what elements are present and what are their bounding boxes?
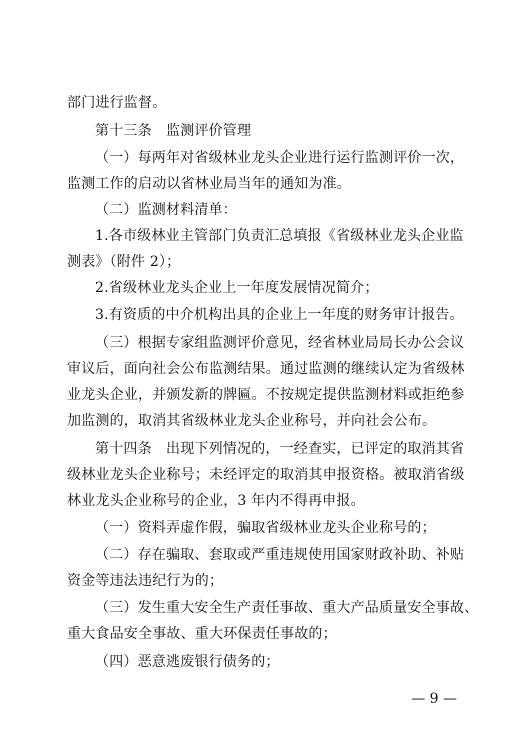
line-text: 部门进行监督。	[67, 95, 167, 111]
line-text: （四）恶意逃废银行债务的；	[95, 654, 280, 670]
text-line	[67, 411, 527, 431]
line-text: 测表》（附件 2）；	[67, 254, 181, 270]
line-text: （三）发生重大安全生产责任事故、重大产品质量安全事故、	[95, 600, 479, 616]
line-text: 2.省级林业龙头企业上一年度发展情况简介；	[95, 280, 379, 296]
line-text: 级林业龙头企业称号；未经评定的取消其申报资格。被取消省级	[67, 467, 465, 483]
line-text: 审议后，面向社会公布监测结果。通过监测的继续认定为省级林	[67, 361, 465, 377]
text-line	[95, 278, 527, 298]
line-text: 第十三条 监测评价管理	[95, 123, 252, 139]
text-line	[95, 305, 527, 325]
text-line	[67, 359, 527, 379]
line-text: （一）资料弄虚作假，骗取省级林业龙头企业称号的；	[95, 520, 436, 536]
text-line	[67, 252, 527, 272]
text-line	[67, 624, 527, 644]
line-text: 资金等违法违纪行为的；	[67, 573, 224, 589]
text-line	[67, 385, 527, 405]
text-line	[95, 200, 527, 220]
text-line	[95, 148, 527, 168]
line-text: 第十四条 出现下列情况的，一经查实，已评定的取消其省	[95, 441, 465, 457]
line-text: （二）存在骗取、套取或严重违规使用国家财政补助、补贴	[95, 547, 465, 563]
page-number: — 9 —	[411, 691, 457, 707]
text-line	[95, 518, 527, 538]
text-line	[95, 226, 527, 246]
article-heading	[95, 121, 527, 141]
text-line	[67, 93, 527, 113]
line-text: 加监测的，取消其省级林业龙头企业称号，并向社会公布。	[67, 413, 437, 429]
line-text: （一）每两年对省级林业龙头企业进行运行监测评价一次，	[95, 150, 465, 166]
line-text: 重大食品安全事故、重大环保责任事故的；	[67, 626, 337, 642]
line-text: 1.各市级林业主管部门负责汇总填报《省级林业龙头企业监	[95, 228, 464, 244]
line-text: （二）监测材料清单：	[95, 202, 237, 218]
text-line	[95, 598, 527, 618]
text-line	[67, 174, 527, 194]
text-line	[67, 465, 527, 485]
line-text: 3.有资质的中介机构出具的企业上一年度的财务审计报告。	[95, 307, 464, 323]
text-line	[95, 545, 527, 565]
text-line	[95, 652, 527, 672]
line-text: 监测工作的启动以省林业局当年的通知为准。	[67, 176, 351, 192]
text-line	[67, 491, 527, 511]
article-heading	[95, 439, 527, 459]
text-line	[67, 571, 527, 591]
line-text: （三）根据专家组监测评价意见，经省林业局局长办公会议	[95, 335, 465, 351]
line-text: 业龙头企业，并颁发新的牌匾。不按规定提供监测材料或拒绝参	[67, 387, 465, 403]
text-line	[95, 333, 527, 353]
line-text: 林业龙头企业称号的企业，3 年内不得再申报。	[67, 493, 365, 509]
